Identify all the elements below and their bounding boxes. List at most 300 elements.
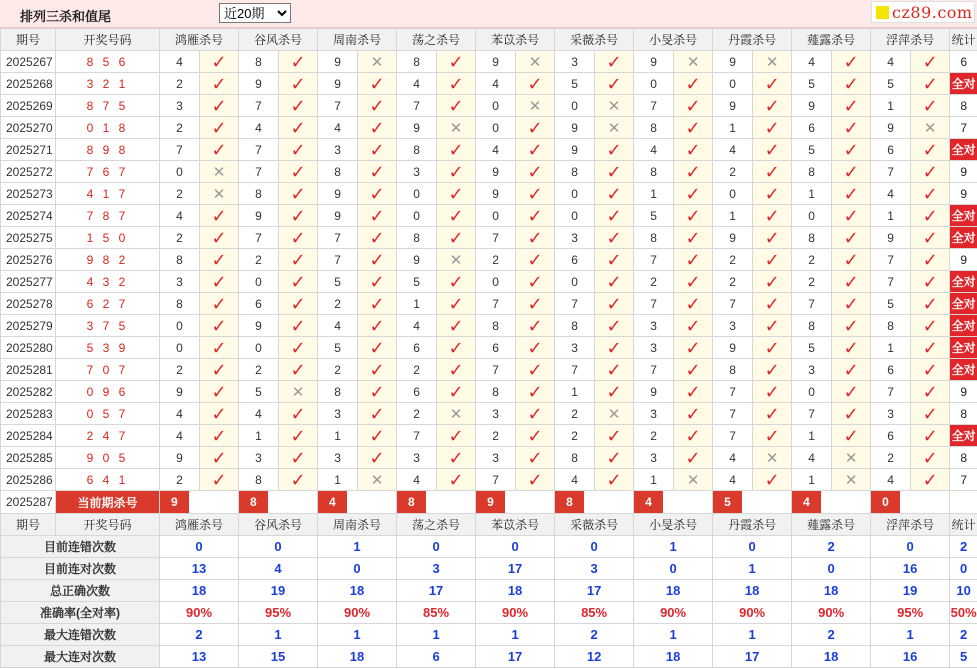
kill-value-cell: 9: [318, 183, 358, 205]
kill-value-cell: 7: [634, 95, 674, 117]
check-icon: ✓: [448, 271, 464, 292]
check-icon: ✓: [606, 183, 622, 204]
period-cell: 2025274: [1, 205, 56, 227]
kill-value-cell: 0: [634, 73, 674, 95]
check-icon: ✓: [290, 359, 306, 380]
kill-result-cell: [753, 271, 792, 293]
kill-result-cell: [911, 271, 950, 293]
table-row: [1, 359, 977, 381]
cross-icon: ✕: [607, 119, 621, 137]
cross-icon: ✕: [449, 119, 463, 137]
kill-result-cell: [595, 117, 634, 139]
kill-result-cell: [200, 249, 239, 271]
stats-value-cell: 2: [555, 624, 634, 646]
check-icon: ✓: [448, 381, 464, 402]
kill-result-cell: [200, 205, 239, 227]
stats-row: [1, 646, 977, 668]
kill-result-cell: [358, 381, 397, 403]
winning-number-cell: 0 9 6: [56, 381, 160, 403]
kill-result-cell: [358, 139, 397, 161]
kill-value-cell: 1: [792, 425, 832, 447]
kill-value-cell: 4: [397, 469, 437, 491]
kill-value-cell: 8: [239, 51, 279, 73]
check-icon: ✓: [764, 381, 780, 402]
table-row: [1, 447, 977, 469]
header-row: [1, 29, 977, 51]
check-icon: ✓: [290, 205, 306, 226]
kill-value-cell: 0: [555, 95, 595, 117]
kill-result-cell: [516, 381, 555, 403]
check-icon: ✓: [527, 359, 543, 380]
winning-number-cell: 8 7 5: [56, 95, 160, 117]
kill-result-cell: [911, 161, 950, 183]
stats-value-cell: 18: [713, 580, 792, 602]
column-header: 小旻杀号: [634, 514, 713, 536]
kill-value-cell: 8: [239, 183, 279, 205]
kill-result-cell: [358, 271, 397, 293]
stats-row: [1, 602, 977, 624]
kill-result-cell: [753, 73, 792, 95]
kill-value-cell: 2: [160, 469, 200, 491]
logo-square-icon: [876, 6, 889, 19]
check-icon: ✓: [922, 95, 938, 116]
kill-value-cell: 0: [555, 183, 595, 205]
kill-value-cell: 0: [555, 205, 595, 227]
kill-result-cell: [358, 117, 397, 139]
kill-result-cell: [516, 447, 555, 469]
check-icon: ✓: [527, 249, 543, 270]
row-stat-cell: 8: [950, 447, 977, 469]
kill-result-cell: [674, 403, 713, 425]
kill-value-cell: 8: [160, 249, 200, 271]
cross-icon: ✕: [607, 405, 621, 423]
check-icon: ✓: [843, 227, 859, 248]
check-icon: ✓: [369, 139, 385, 160]
kill-value-cell: 7: [397, 95, 437, 117]
check-icon: ✓: [369, 95, 385, 116]
kill-result-cell: [516, 227, 555, 249]
kill-value-cell: 8: [555, 447, 595, 469]
check-icon: ✓: [290, 183, 306, 204]
kill-value-cell: 6: [871, 359, 911, 381]
column-header: 鸿雁杀号: [160, 514, 239, 536]
kill-result-cell: [832, 139, 871, 161]
kill-value-cell: 1: [713, 205, 753, 227]
kill-value-cell: 2: [160, 227, 200, 249]
kill-result-cell: [516, 205, 555, 227]
check-icon: ✓: [527, 381, 543, 402]
kill-result-cell: [437, 117, 476, 139]
stats-value-cell: 0: [871, 536, 950, 558]
kill-result-cell: [358, 403, 397, 425]
kill-result-cell: [832, 73, 871, 95]
kill-value-cell: 7: [476, 469, 516, 491]
kill-value-cell: 0: [160, 161, 200, 183]
check-icon: ✓: [606, 51, 622, 72]
period-select[interactable]: [219, 3, 291, 23]
check-icon: ✓: [290, 293, 306, 314]
kill-value-cell: 9: [476, 183, 516, 205]
kill-value-cell: 9: [239, 315, 279, 337]
kill-value-cell: 9: [318, 73, 358, 95]
kill-value-cell: 8: [318, 161, 358, 183]
kill-result-cell: [753, 249, 792, 271]
check-icon: ✓: [922, 403, 938, 424]
kill-value-cell: 9: [634, 381, 674, 403]
winning-number-cell: 2 4 7: [56, 425, 160, 447]
kill-value-cell: 2: [871, 447, 911, 469]
kill-value-cell: 2: [160, 73, 200, 95]
stats-value-cell: 2: [950, 536, 977, 558]
winning-number-cell: 8 5 6: [56, 51, 160, 73]
kill-result-cell: [516, 95, 555, 117]
kill-value-cell: 7: [871, 271, 911, 293]
kill-value-cell: 9: [476, 51, 516, 73]
kill-value-cell: 2: [160, 183, 200, 205]
kill-value-cell: 3: [160, 95, 200, 117]
check-icon: ✓: [685, 337, 701, 358]
check-icon: ✓: [685, 161, 701, 182]
stats-value-cell: 0: [950, 558, 977, 580]
kill-value-cell: 9: [871, 227, 911, 249]
kill-value-cell: 9: [713, 227, 753, 249]
kill-value-cell: 3: [397, 161, 437, 183]
kill-result-cell: [200, 117, 239, 139]
stats-value-cell: 18: [476, 580, 555, 602]
stats-value-cell: 90%: [634, 602, 713, 624]
column-header: 浮萍杀号: [871, 514, 950, 536]
check-icon: ✓: [211, 293, 227, 314]
check-icon: ✓: [369, 403, 385, 424]
kill-value-cell: 8: [792, 227, 832, 249]
row-stat-cell: 7: [950, 469, 977, 491]
table-row: [1, 381, 977, 403]
check-icon: ✓: [448, 359, 464, 380]
check-icon: ✓: [685, 359, 701, 380]
kill-result-cell: [911, 139, 950, 161]
kill-result-cell: [595, 183, 634, 205]
check-icon: ✓: [685, 183, 701, 204]
check-icon: ✓: [922, 139, 938, 160]
kill-result-cell: [595, 447, 634, 469]
kill-result-cell: [595, 51, 634, 73]
stats-label: 准确率(全对率): [1, 602, 160, 624]
period-cell: 2025285: [1, 447, 56, 469]
row-stat-cell: 全对: [950, 205, 977, 227]
stats-value-cell: 3: [397, 558, 476, 580]
kill-value-cell: 2: [397, 359, 437, 381]
kill-result-cell: [437, 293, 476, 315]
kill-result-cell: [358, 249, 397, 271]
check-icon: ✓: [685, 205, 701, 226]
kill-result-cell: [437, 469, 476, 491]
check-icon: ✓: [211, 95, 227, 116]
stats-value-cell: 2: [160, 624, 239, 646]
check-icon: ✓: [527, 425, 543, 446]
column-header: 统计: [950, 29, 977, 51]
kill-value-cell: 7: [634, 359, 674, 381]
site-logo[interactable]: [871, 1, 975, 23]
kill-result-cell: [753, 381, 792, 403]
check-icon: ✓: [527, 139, 543, 160]
check-icon: ✓: [290, 337, 306, 358]
check-icon: ✓: [527, 271, 543, 292]
check-icon: ✓: [369, 425, 385, 446]
kill-value-cell: 0: [476, 271, 516, 293]
check-icon: ✓: [685, 73, 701, 94]
winning-number-cell: 3 2 1: [56, 73, 160, 95]
check-icon: ✓: [290, 447, 306, 468]
stats-label: 总正确次数: [1, 580, 160, 602]
stats-value-cell: 0: [634, 558, 713, 580]
check-icon: ✓: [843, 139, 859, 160]
cross-icon: ✕: [291, 383, 305, 401]
kill-value-cell: 2: [160, 117, 200, 139]
check-icon: ✓: [369, 249, 385, 270]
check-icon: ✓: [290, 95, 306, 116]
stats-value-cell: 1: [318, 624, 397, 646]
check-icon: ✓: [843, 381, 859, 402]
check-icon: ✓: [448, 469, 464, 490]
kill-result-cell: [674, 315, 713, 337]
stats-label: 最大连对次数: [1, 646, 160, 668]
kill-value-cell: 7: [318, 95, 358, 117]
kill-result-cell: [200, 95, 239, 117]
row-stat-cell: 9: [950, 249, 977, 271]
stats-row: [1, 580, 977, 602]
kill-value-cell: 7: [792, 293, 832, 315]
stats-value-cell: 17: [476, 558, 555, 580]
check-icon: ✓: [369, 315, 385, 336]
period-cell: 2025281: [1, 359, 56, 381]
check-icon: ✓: [448, 95, 464, 116]
kill-result-cell: [200, 447, 239, 469]
column-header: 丹霞杀号: [713, 514, 792, 536]
kill-result-cell: [516, 73, 555, 95]
check-icon: ✓: [764, 227, 780, 248]
kill-value-cell: 9: [318, 51, 358, 73]
check-icon: ✓: [764, 73, 780, 94]
kill-value-cell: 1: [634, 183, 674, 205]
kill-value-cell: 3: [476, 447, 516, 469]
kill-result-cell: [516, 359, 555, 381]
kill-value-cell: 4: [713, 139, 753, 161]
current-kill-value-cell: [239, 491, 318, 514]
kill-value-cell: 8: [555, 161, 595, 183]
check-icon: ✓: [527, 469, 543, 490]
check-icon: ✓: [448, 315, 464, 336]
kill-value-cell: 4: [634, 139, 674, 161]
table-row: [1, 249, 977, 271]
table-row: [1, 227, 977, 249]
stats-value-cell: 12: [555, 646, 634, 668]
check-icon: ✓: [843, 337, 859, 358]
check-icon: ✓: [369, 337, 385, 358]
check-icon: ✓: [685, 381, 701, 402]
check-icon: ✓: [764, 249, 780, 270]
stats-value-cell: 18: [160, 580, 239, 602]
check-icon: ✓: [922, 315, 938, 336]
period-cell: 2025284: [1, 425, 56, 447]
kill-result-cell: [595, 425, 634, 447]
row-stat-cell: 全对: [950, 73, 977, 95]
kill-value-cell: 3: [397, 447, 437, 469]
stats-value-cell: 18: [792, 646, 871, 668]
table-row: [1, 271, 977, 293]
check-icon: ✓: [211, 359, 227, 380]
row-stat-cell: 9: [950, 381, 977, 403]
kill-result-cell: [358, 161, 397, 183]
header-row: [1, 514, 977, 536]
kill-value-cell: 2: [555, 425, 595, 447]
check-icon: ✓: [290, 161, 306, 182]
stats-row: [1, 558, 977, 580]
check-icon: ✓: [606, 139, 622, 160]
check-icon: ✓: [369, 293, 385, 314]
kill-value-cell: 2: [713, 271, 753, 293]
kill-value-cell: 3: [318, 403, 358, 425]
check-icon: ✓: [843, 249, 859, 270]
table-row: [1, 51, 977, 73]
check-icon: ✓: [527, 117, 543, 138]
kill-result-cell: [911, 249, 950, 271]
kill-result-cell: [911, 359, 950, 381]
current-kill-value-cell: [792, 491, 871, 514]
winning-number-cell: 6 4 1: [56, 469, 160, 491]
kill-value-cell: 4: [871, 469, 911, 491]
kill-result-cell: [437, 95, 476, 117]
kill-result-cell: [753, 337, 792, 359]
kill-result-cell: [911, 381, 950, 403]
kill-result-cell: [279, 293, 318, 315]
check-icon: ✓: [448, 337, 464, 358]
kill-result-cell: [753, 227, 792, 249]
check-icon: ✓: [448, 425, 464, 446]
kill-result-cell: [674, 227, 713, 249]
kill-result-cell: [832, 51, 871, 73]
kill-result-cell: [753, 183, 792, 205]
check-icon: ✓: [685, 293, 701, 314]
kill-value-cell: 5: [792, 139, 832, 161]
kill-value-cell: 9: [713, 95, 753, 117]
cross-icon: ✕: [765, 53, 779, 71]
kill-result-cell: [516, 51, 555, 73]
kill-result-cell: [358, 51, 397, 73]
check-icon: ✓: [369, 117, 385, 138]
kill-result-cell: [753, 315, 792, 337]
kill-result-cell: [516, 403, 555, 425]
kill-result-cell: [200, 469, 239, 491]
check-icon: ✓: [211, 51, 227, 72]
kill-value-cell: 0: [160, 315, 200, 337]
stats-value-cell: 6: [397, 646, 476, 668]
check-icon: ✓: [606, 161, 622, 182]
kill-value-cell: 1: [713, 117, 753, 139]
stats-value-cell: 90%: [713, 602, 792, 624]
kill-result-cell: [279, 403, 318, 425]
check-icon: ✓: [606, 315, 622, 336]
kill-result-cell: [279, 337, 318, 359]
kill-value-cell: 9: [318, 205, 358, 227]
check-icon: ✓: [369, 161, 385, 182]
check-icon: ✓: [527, 227, 543, 248]
column-header: 采薇杀号: [555, 514, 634, 536]
kill-value-cell: 3: [318, 139, 358, 161]
current-kill-value-cell: [713, 491, 792, 514]
check-icon: ✓: [922, 293, 938, 314]
kill-result-cell: [200, 337, 239, 359]
kill-value-cell: 8: [634, 117, 674, 139]
kill-result-cell: [674, 117, 713, 139]
kill-result-cell: [595, 293, 634, 315]
kill-result-cell: [358, 469, 397, 491]
check-icon: ✓: [685, 403, 701, 424]
check-icon: ✓: [211, 447, 227, 468]
kill-result-cell: [437, 205, 476, 227]
kill-result-cell: [753, 205, 792, 227]
kill-value-cell: 0: [476, 205, 516, 227]
kill-value-cell: 5: [397, 271, 437, 293]
kill-value-cell: 8: [160, 293, 200, 315]
kill-result-cell: [674, 359, 713, 381]
column-header: 期号: [1, 514, 56, 536]
kill-result-cell: [516, 183, 555, 205]
kill-value-cell: 9: [476, 161, 516, 183]
winning-number-cell: 8 9 8: [56, 139, 160, 161]
check-icon: ✓: [922, 249, 938, 270]
check-icon: ✓: [606, 293, 622, 314]
kill-result-cell: [832, 161, 871, 183]
kill-value-cell: 2: [792, 271, 832, 293]
row-stat-cell: 全对: [950, 425, 977, 447]
stats-value-cell: 0: [555, 536, 634, 558]
check-icon: ✓: [843, 425, 859, 446]
logo-text: cz89.com: [892, 2, 973, 22]
check-icon: ✓: [764, 95, 780, 116]
table-row: [1, 117, 977, 139]
check-icon: ✓: [843, 271, 859, 292]
check-icon: ✓: [764, 359, 780, 380]
kill-value-cell: 5: [871, 293, 911, 315]
table-row: [1, 315, 977, 337]
kill-value-cell: 7: [318, 249, 358, 271]
kill-value-cell: 7: [555, 359, 595, 381]
stats-value-cell: 4: [239, 558, 318, 580]
check-icon: ✓: [764, 403, 780, 424]
check-icon: ✓: [448, 293, 464, 314]
kill-value-cell: 4: [476, 139, 516, 161]
check-icon: ✓: [764, 271, 780, 292]
kill-result-cell: [437, 447, 476, 469]
kill-value-cell: 6: [239, 293, 279, 315]
row-stat-cell: 全对: [950, 359, 977, 381]
kill-value-cell: 9: [160, 381, 200, 403]
kill-result-cell: [516, 425, 555, 447]
kill-result-cell: [200, 183, 239, 205]
check-icon: ✓: [369, 271, 385, 292]
page-title: 排列三杀和值尾: [20, 9, 112, 24]
kill-value-cell: 9: [792, 95, 832, 117]
kill-value-cell: 4: [713, 469, 753, 491]
stats-label: 目前连错次数: [1, 536, 160, 558]
kill-value-cell: 3: [713, 315, 753, 337]
kill-result-cell: [674, 249, 713, 271]
column-header: 统计: [950, 514, 977, 536]
cross-icon: ✕: [844, 449, 858, 467]
cross-icon: ✕: [923, 119, 937, 137]
kill-result-cell: [437, 51, 476, 73]
period-cell: 2025269: [1, 95, 56, 117]
